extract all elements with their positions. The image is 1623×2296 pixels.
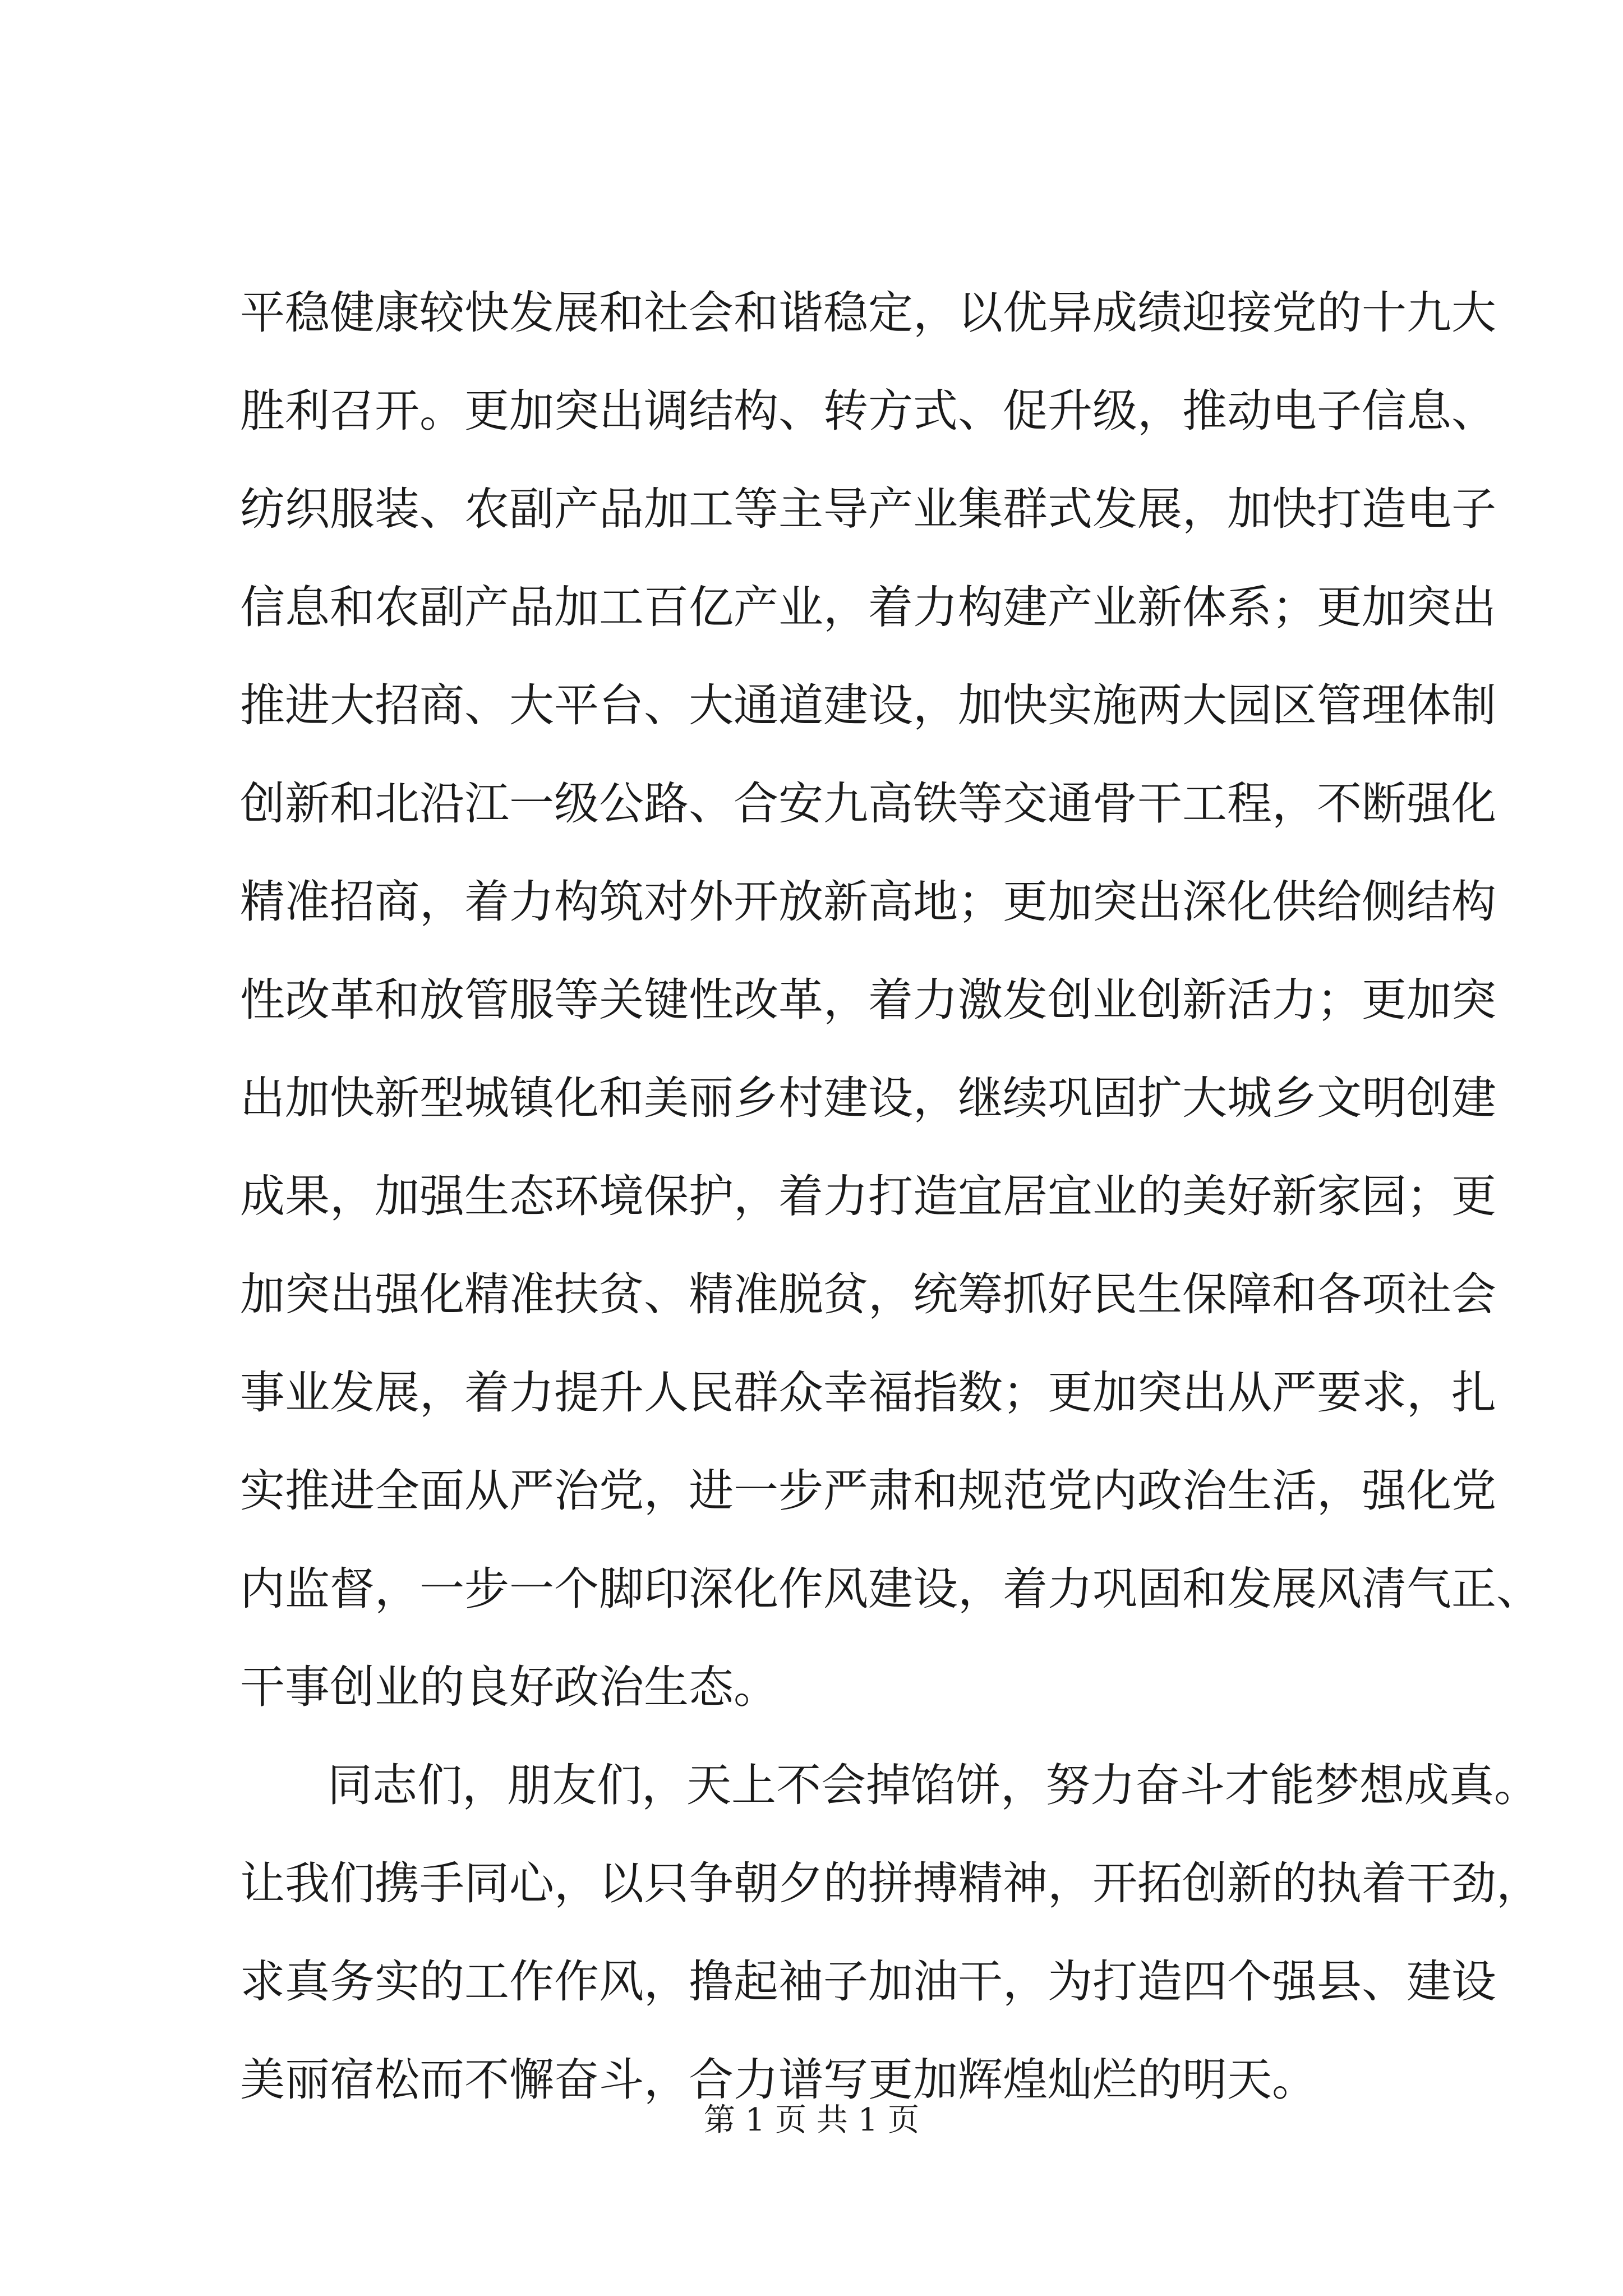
text-line: 内监督，一步一个脚印深化作风建设，着力巩固和发展风清气正、: [240, 1563, 1541, 1615]
text-line: 实推进全面从严治党，进一步严肃和规范党内政治生活，强化党: [240, 1465, 1496, 1517]
text-line: 纺织服装、农副产品加工等主导产业集群式发展，加快打造电子: [240, 483, 1496, 535]
text-line: 精准招商，着力构筑对外开放新高地；更加突出深化供给侧结构: [240, 876, 1496, 928]
text-line: 平稳健康较快发展和社会和谐稳定，以优异成绩迎接党的十九大: [240, 287, 1496, 339]
text-line: 创新和北沿江一级公路、合安九高铁等交通骨干工程，不断强化: [240, 777, 1496, 830]
text-line: 推进大招商、大平台、大通道建设，加快实施两大园区管理体制: [240, 679, 1496, 731]
text-line: 求真务实的工作作风，撸起袖子加油干，为打造四个强县、建设: [240, 1955, 1496, 2008]
text-line: 美丽宿松而不懈奋斗，合力谱写更加辉煌灿烂的明天。: [240, 2054, 1317, 2106]
page-number-footer: 第 1 页 共 1 页: [703, 2102, 920, 2138]
text-line: 信息和农副产品加工百亿产业，着力构建产业新体系；更加突出: [240, 581, 1496, 633]
text-line: 性改革和放管服等关键性改革，着力激发创业创新活力；更加突: [240, 974, 1496, 1026]
text-line: 胜利召开。更加突出调结构、转方式、促升级，推动电子信息、: [240, 385, 1496, 437]
text-line: 出加快新型城镇化和美丽乡村建设，继续巩固扩大城乡文明创建: [240, 1072, 1496, 1124]
text-line: 成果，加强生态环境保护，着力打造宜居宜业的美好新家园；更: [240, 1170, 1496, 1222]
text-line: 让我们携手同心，以只争朝夕的拼搏精神，开拓创新的执着干劲，: [240, 1857, 1541, 1910]
text-line: 同志们，朋友们，天上不会掉馅饼，努力奋斗才能梦想成真。: [328, 1759, 1539, 1811]
body-text: [240, 264, 1541, 2129]
text-line: 干事创业的良好政治生态。: [240, 1661, 778, 1713]
text-line: 事业发展，着力提升人民群众幸福指数；更加突出从严要求，扎: [240, 1366, 1496, 1419]
text-line: 加突出强化精准扶贫、精准脱贫，统筹抓好民生保障和各项社会: [240, 1268, 1496, 1320]
